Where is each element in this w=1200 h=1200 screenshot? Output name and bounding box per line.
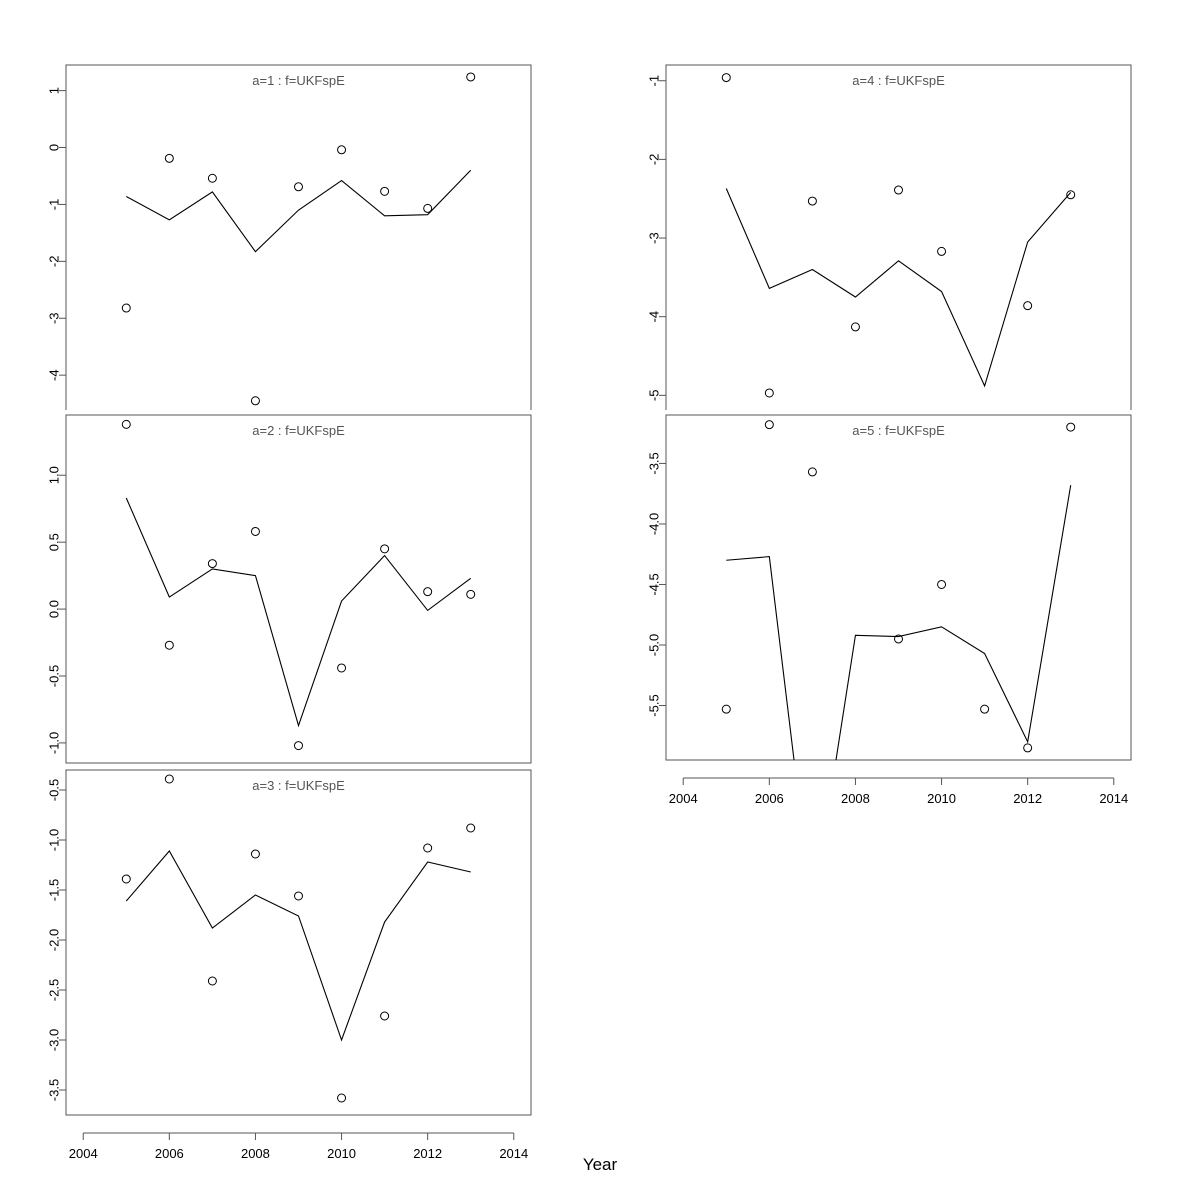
data-point (467, 590, 475, 598)
fitted-line (726, 485, 1070, 810)
data-point (338, 664, 346, 672)
y-tick-label: 1 (46, 86, 62, 95)
y-tick-label: -0.5 (46, 664, 62, 688)
data-point (851, 323, 859, 331)
panel-title: a=3 : f=UKFspE (252, 778, 345, 793)
x-tick-label: 2012 (1013, 791, 1043, 806)
data-point (722, 74, 730, 82)
y-tick-label: -3.5 (46, 1078, 62, 1102)
data-point (295, 183, 303, 191)
y-tick-label: 0.5 (46, 533, 62, 552)
x-tick-label: 2004 (68, 1146, 98, 1161)
data-point (938, 247, 946, 255)
data-point (381, 187, 389, 195)
y-tick-label: -3 (646, 232, 662, 244)
data-point (722, 705, 730, 713)
chart-panel-1 (40, 55, 540, 410)
plot-frame (666, 65, 1131, 410)
y-tick-label: -1.0 (46, 731, 62, 755)
data-point (295, 892, 303, 900)
data-point (467, 824, 475, 832)
x-tick-label: 2012 (413, 1146, 443, 1161)
y-tick-label: -2 (46, 255, 62, 268)
y-tick-label: -3.0 (46, 1028, 62, 1052)
y-tick-label: -4.5 (646, 573, 662, 596)
y-tick-label: 0.0 (46, 600, 62, 619)
x-tick-label: 2014 (499, 1146, 529, 1161)
chart-panel-2 (40, 410, 540, 765)
panel-a2 (40, 410, 540, 765)
y-tick-label: -1 (646, 74, 662, 87)
plot-frame (66, 65, 531, 410)
x-tick-label: 2006 (154, 1146, 184, 1161)
x-tick-label: 2006 (754, 791, 784, 806)
y-tick-label: -2.0 (46, 928, 62, 952)
y-tick-label: -1.5 (46, 878, 62, 902)
fitted-line (726, 188, 1070, 385)
data-point (251, 397, 259, 405)
y-tick-label: -2.5 (46, 978, 62, 1002)
x-tick-label: 2004 (668, 791, 698, 806)
panel-a3 (40, 765, 540, 1165)
panel-a1 (40, 55, 540, 410)
y-tick-label: -4 (46, 369, 62, 381)
data-point (938, 580, 946, 588)
data-point (122, 420, 130, 428)
panel-title: a=4 : f=UKFspE (852, 73, 945, 88)
data-point (424, 588, 432, 596)
data-point (381, 1012, 389, 1020)
fitted-line (126, 851, 470, 1040)
x-tick-label: 2008 (240, 1146, 270, 1161)
chart-panel-5 (620, 410, 1140, 810)
data-point (1024, 744, 1032, 752)
data-point (338, 146, 346, 154)
data-point (208, 174, 216, 182)
x-tick-label: 2010 (327, 1146, 357, 1161)
data-point (251, 527, 259, 535)
x-tick-label: 2010 (927, 791, 957, 806)
y-tick-label: -1.0 (46, 828, 62, 852)
y-tick-label: -4.0 (646, 512, 662, 536)
data-point (165, 641, 173, 649)
x-axis-label: Year (582, 1155, 618, 1174)
data-point (1024, 302, 1032, 310)
data-point (165, 775, 173, 783)
data-point (808, 468, 816, 476)
x-tick-label: 2008 (840, 791, 870, 806)
panel-title: a=5 : f=UKFspE (852, 423, 945, 438)
data-point (1067, 423, 1075, 431)
data-point (381, 545, 389, 553)
data-point (122, 304, 130, 312)
data-point (765, 389, 773, 397)
y-tick-label: -5 (646, 389, 662, 402)
y-tick-label: -2 (646, 153, 662, 166)
fitted-line (126, 498, 470, 726)
data-point (251, 850, 259, 858)
data-point (981, 705, 989, 713)
data-point (165, 154, 173, 162)
data-point (467, 73, 475, 81)
data-point (295, 742, 303, 750)
data-point (208, 977, 216, 985)
y-tick-label: 1.0 (46, 466, 62, 485)
chart-panel-3 (40, 765, 540, 1165)
data-point (208, 560, 216, 568)
panel-title: a=1 : f=UKFspE (252, 73, 345, 88)
data-point (895, 186, 903, 194)
data-point (338, 1094, 346, 1102)
y-tick-label: 0 (46, 143, 62, 152)
plot-frame (66, 770, 531, 1115)
y-tick-label: -3 (46, 312, 62, 325)
plot-frame (666, 415, 1131, 760)
data-point (122, 875, 130, 883)
y-tick-label: -5.0 (646, 633, 662, 657)
x-tick-label: 2014 (1099, 791, 1129, 806)
data-point (424, 844, 432, 852)
y-tick-label: -3.5 (646, 452, 662, 475)
panel-a5 (620, 410, 1140, 810)
panel-a4 (620, 55, 1140, 410)
data-point (808, 197, 816, 205)
y-tick-label: -5.5 (646, 694, 662, 717)
plot-frame (66, 415, 531, 763)
data-point (765, 421, 773, 429)
panel-title: a=2 : f=UKFspE (252, 423, 345, 438)
chart-panel-4 (620, 55, 1140, 410)
y-tick-label: -4 (646, 310, 662, 323)
y-tick-label: -0.5 (46, 778, 62, 802)
data-point (1067, 191, 1075, 199)
y-tick-label: -1 (46, 198, 62, 211)
